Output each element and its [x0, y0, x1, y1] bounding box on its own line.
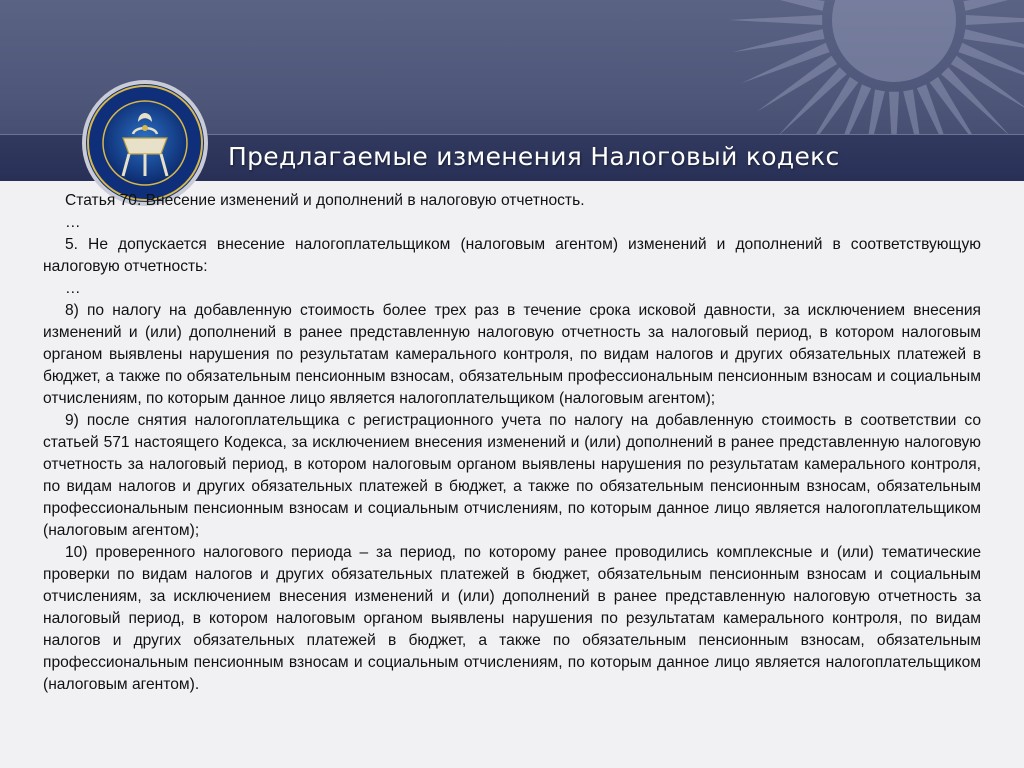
- subclause-8: 8) по налогу на добавленную стоимость более трех раз в течение срока исковой давности, за исключением внесения изменений и (или) дополнений в ранее представленную налоговую отчетность за налоговый период, в котором налоговым органом выявлены нарушения по результатам камерального контроля, по видам налогов и других обязательных платежей в бюджет, а также по обязательным пенсионным взносам, обязательным профессиональным пенсионным взносам и социальным отчислениям, по которым данное лицо является налогоплательщиком (налоговым агентом);: [43, 302, 981, 407]
- clause-5: 5. Не допускается внесение налогоплательщиком (налоговым агентом) изменений и дополнений в соответствующую налоговую отчетность:: [43, 236, 981, 275]
- ellipsis-line: …: [65, 214, 81, 231]
- subclause-9: 9) после снятия налогоплательщика с регистрационного учета по налогу на добавленную стоимость в соответствии со статьей 571 настоящего Кодекса, за исключением внесения изменений и (или) дополнений в ранее представленную налоговую отчетность за налоговый период, в котором налоговым органом выявлены нарушения по результатам камерального контроля, по видам налогов и других обязательных платежей в бюджет, а также по обязательным пенсионным взносам, обязательным профессиональным пенсионным взносам и социальным отчислениям, по которым данное лицо является налогоплательщиком (налоговым агентом);: [43, 412, 981, 539]
- slide-title: Предлагаемые изменения Налоговый кодекс: [228, 142, 840, 171]
- ellipsis-line: …: [65, 280, 81, 297]
- tax-service-emblem-icon: [80, 78, 210, 208]
- article-heading: Статья 70. Внесение изменений и дополнений в налоговую отчетность.: [65, 192, 585, 209]
- article-text: [43, 190, 981, 696]
- subclause-10: 10) проверенного налогового периода – за период, по которому ранее проводились комплексные и (или) тематические проверки по видам налогов и других обязательных платежей в бюджет, обязательным пенсионным взносам и социальным отчислениям, за исключением внесения изменений и (или) дополнений в ранее представленную налоговую отчетность за налоговый период, в котором налоговым органом выявлены нарушения по результатам камерального контроля, по видам налогов и других обязательных платежей в бюджет, а также по обязательным пенсионным взносам, обязательным профессиональным пенсионным взносам и социальным отчислениям, по которым данное лицо является налогоплательщиком (налоговым агентом).: [43, 544, 981, 693]
